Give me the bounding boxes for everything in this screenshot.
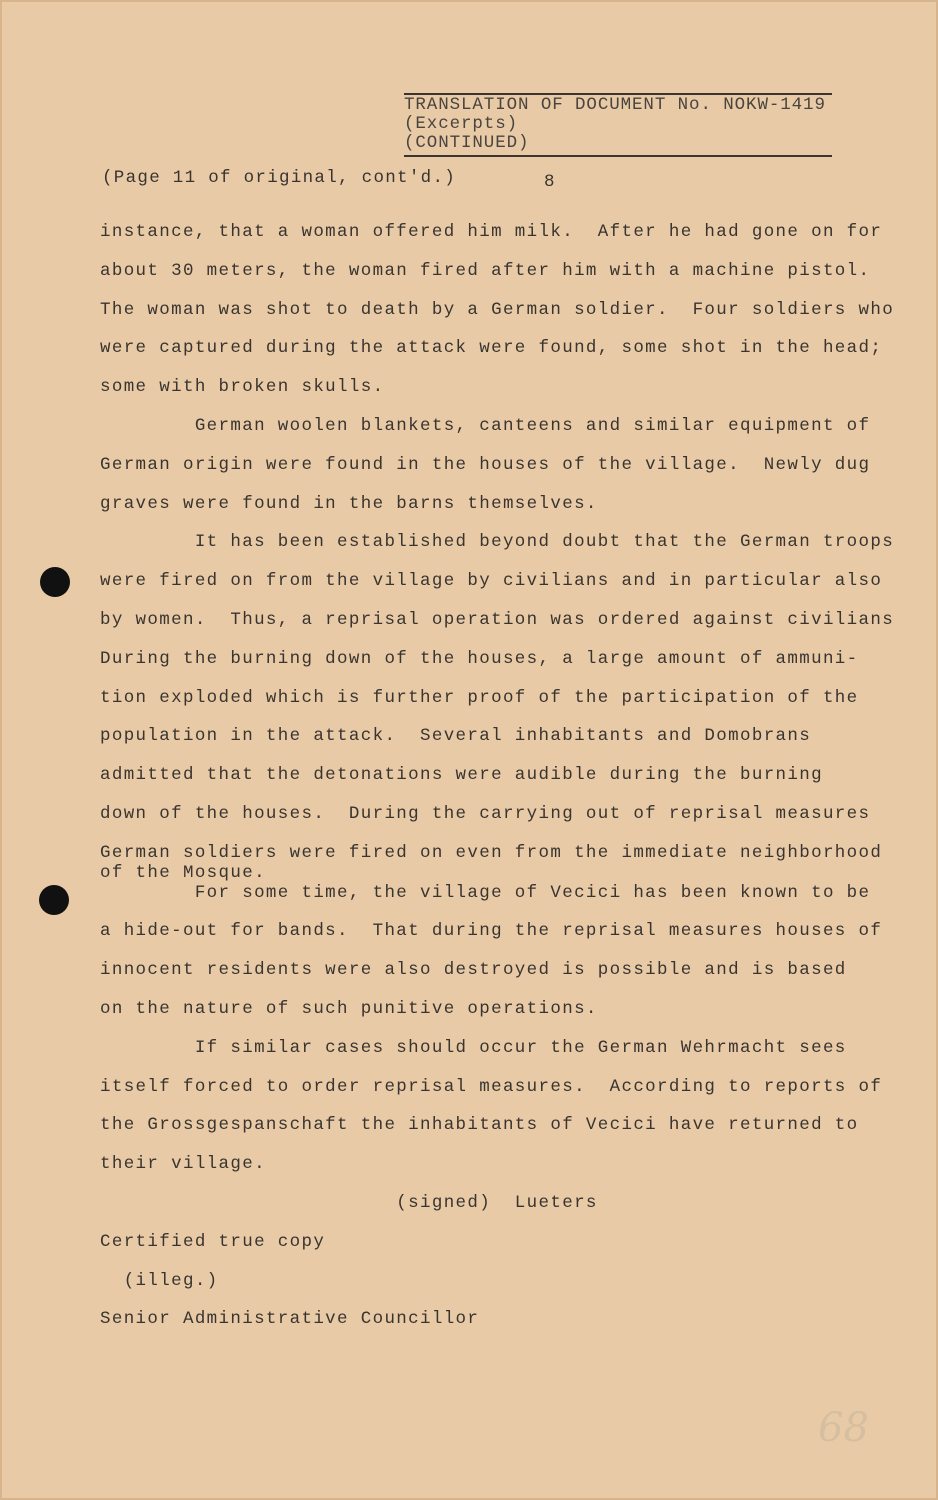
text-line: tion exploded which is further proof of the participation of the — [100, 687, 859, 708]
text-line: their village. — [100, 1154, 266, 1175]
text-line: German soldiers were fired on even from the immediate neighborhood — [100, 842, 883, 863]
text-line: German woolen blankets, canteens and similar equipment of — [100, 415, 871, 436]
handwritten-number: 68 — [818, 1405, 869, 1451]
text-line: the Grossgespanschaft the inhabitants of Vecici have returned to — [100, 1115, 859, 1136]
document-subtitle: (Excerpts) — [404, 114, 519, 134]
text-line: were captured during the attack were found, some shot in the head; — [100, 338, 883, 359]
punch-hole — [40, 567, 70, 597]
text-line: were fired on from the village by civilians and in particular also — [100, 571, 883, 592]
text-line: a hide-out for bands. That during the reprisal measures houses of — [100, 921, 883, 942]
text-line: (illeg.) — [100, 1270, 219, 1291]
document-status: (CONTINUED) — [404, 133, 530, 153]
text-line: graves were found in the barns themselves. — [100, 493, 598, 514]
punch-hole — [39, 885, 69, 915]
text-line: Senior Administrative Councillor — [100, 1309, 480, 1330]
document-header — [404, 93, 832, 157]
text-line: some with broken skulls. — [100, 377, 385, 398]
page-number: 8 — [544, 172, 555, 192]
text-line: on the nature of such punitive operations. — [100, 998, 598, 1019]
document-body — [100, 220, 894, 1346]
text-line: itself forced to order reprisal measures. According to reports of — [100, 1076, 883, 1097]
text-line: If similar cases should occur the German Wehrmacht sees — [100, 1037, 847, 1058]
text-line: instance, that a woman offered him milk. After he had gone on for — [100, 222, 883, 242]
text-line: population in the attack. Several inhabitants and Domobrans — [100, 726, 812, 747]
text-line: down of the houses. During the carrying out of reprisal measures — [100, 803, 871, 824]
text-line: It has been established beyond doubt that the German troops — [100, 532, 895, 553]
text-line: (signed) Lueters — [100, 1192, 598, 1213]
text-line: admitted that the detonations were audible during the burning — [100, 765, 823, 786]
text-line: of the Mosque. — [100, 862, 266, 883]
document-title: TRANSLATION OF DOCUMENT No. NOKW-1419 — [404, 95, 826, 115]
text-line: The woman was shot to death by a German soldier. Four soldiers who — [100, 299, 895, 320]
text-line: German origin were found in the houses of the village. Newly dug — [100, 454, 871, 475]
text-line: by women. Thus, a reprisal operation was ordered against civilians — [100, 609, 895, 630]
page-reference: (Page 11 of original, cont'd.) — [102, 168, 457, 188]
text-line: innocent residents were also destroyed is possible and is based — [100, 960, 847, 981]
text-line: During the burning down of the houses, a large amount of ammuni- — [100, 648, 859, 669]
text-line: For some time, the village of Vecici has been known to be — [100, 882, 871, 903]
text-line: Certified true copy — [100, 1231, 326, 1252]
text-line: about 30 meters, the woman fired after him with a machine pistol. — [100, 260, 871, 281]
